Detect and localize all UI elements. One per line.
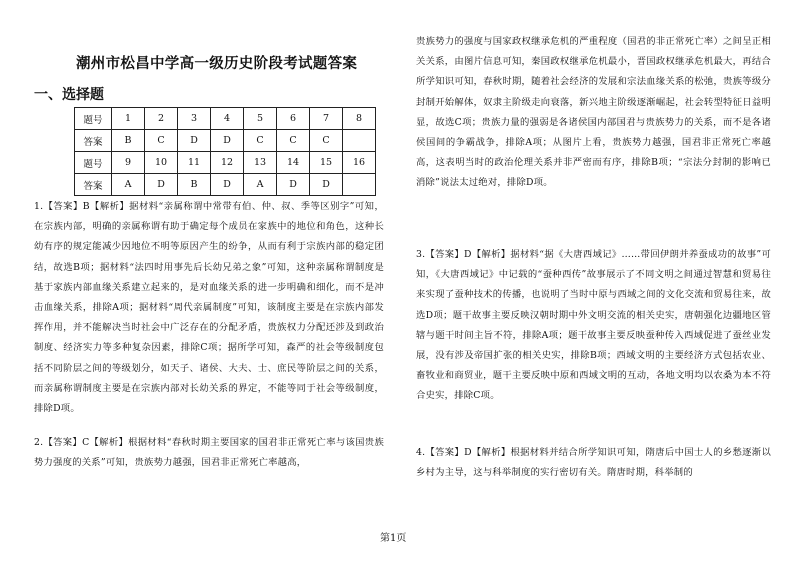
table-cell [343, 130, 376, 152]
table-cell: 9 [112, 152, 145, 174]
section-heading: 一、选择题 [34, 87, 104, 103]
table-cell [343, 174, 376, 196]
table-row [75, 130, 376, 152]
table-cell: 7 [310, 108, 343, 130]
table-cell: B [112, 130, 145, 152]
table-cell: D [277, 174, 310, 196]
table-cell: 3 [178, 108, 211, 130]
table-cell: 4 [211, 108, 244, 130]
table-row [75, 152, 376, 174]
table-row-header: 答案 [75, 174, 112, 196]
table-cell: 15 [310, 152, 343, 174]
table-cell: C [310, 130, 343, 152]
answer-table [74, 107, 376, 196]
answer-explanation-1: 1.【答案】B【解析】据材料“亲属称谓中常带有伯、仲、叔、季等区别字”可知，在宗族内部，明确的亲属称谓有助于确定每个成员在家族中的地位和角色，这种长幼有序的规定能减少因地位不明等原因产生的纷争，从而有利于宗族内部的稳定团结，故选B项；据材料“法四时用事先后长幼兄弟之象”可知，这种亲属称谓制度是基于家族内部血缘关系建立起来的，是对血缘关系的进一步明确和细化，而不是冲击血缘关系，排除A项；据材料“周代亲属制度”可知，该制度主要是在宗族内部发挥作用，并不能解决当时社会中广泛存在的分配矛盾，贵族权力分配还涉及到政治制度、经济实力等多种复杂因素，排除C项；据所学可知，森严的社会等级制度包括不同阶层之间的等级划分，如天子、诸侯、大夫、士、庶民等阶层之间的关系，而亲属称谓制度主要是在宗族内部对长幼关系的界定，不能等同于社会等级制度，排除D项。 [34, 201, 384, 415]
table-cell: 6 [277, 108, 310, 130]
table-cell: 14 [277, 152, 310, 174]
table-cell: D [145, 174, 178, 196]
table-cell: A [112, 174, 145, 196]
answer-explanation-2: 2.【答案】C【解析】根据材料“春秋时期主要国家的国君非正常死亡率与该国贵族势力强度的关系”可知，贵族势力越强，国君非正常死亡率越高， [34, 437, 384, 469]
answer-explanation-2-continued: 贵族势力的强度与国家政权继承危机的严重程度（国君的非正常死亡率）之间呈正相关关系，由图片信息可知，秦国政权继承危机最小，晋国政权继承危机最大，再结合所学知识可知，春秋时期，随着社会经济的发展和宗法血缘关系的松弛，贵族等级分封制开始解体，奴隶主阶级走向衰落，新兴地主阶级逐渐崛起，社会转型特征日益明显，故选C项；贵族力量的强弱是各诸侯国内部国君与贵族势力的关系，而不是各诸侯国间的争霸战争，排除A项；从图片上看，贵族势力越强，国君非正常死亡率越高，这表明当时的政治伦理关系并非严密而有序，排除B项；“宗法分封制的影响已消除”说法太过绝对，排除D项。 [416, 36, 771, 189]
table-cell: C [244, 130, 277, 152]
table-cell: 12 [211, 152, 244, 174]
table-cell: C [145, 130, 178, 152]
table-row-header: 答案 [75, 130, 112, 152]
table-cell: A [244, 174, 277, 196]
table-row [75, 174, 376, 196]
table-cell: C [277, 130, 310, 152]
page-number: 第1页 [380, 533, 407, 544]
table-cell: D [211, 130, 244, 152]
answer-explanation-3: 3.【答案】D【解析】据材料“据《大唐西域记》……带回伊朗并养蚕成功的故事”可知，《大唐西域记》中记载的“蚕种西传”故事展示了不同文明之间通过智慧和贸易往来实现了蚕种技术的传播，也说明了当时中原与西域之间的文化交流和贸易往来，故选D项；题干故事主要反映汉朝时期中外文明交流的相关史实，唐朝强化边疆地区管辖与题干时间主旨不符，排除A项；题干故事主要反映蚕种传入西域促进了蚕丝业发展，没有涉及帝国扩张的相关史实，排除B项；西域文明的主要经济方式包括农业、畜牧业和商贸业，题干主要反映中原和西域文明的互动，各地文明均以农桑为本不符合史实，排除C项。 [416, 249, 771, 402]
table-row-header: 题号 [75, 108, 112, 130]
table-cell: 8 [343, 108, 376, 130]
table-cell: B [178, 174, 211, 196]
table-cell: D [211, 174, 244, 196]
table-cell: 2 [145, 108, 178, 130]
table-cell: 10 [145, 152, 178, 174]
table-cell: 13 [244, 152, 277, 174]
table-row-header: 题号 [75, 152, 112, 174]
table-cell: 5 [244, 108, 277, 130]
table-cell: 11 [178, 152, 211, 174]
table-cell: D [310, 174, 343, 196]
answer-explanation-4: 4.【答案】D【解析】根据材料并结合所学知识可知，隋唐后中国士人的乡愁逐渐以乡村为主导，这与科举制度的实行密切有关。隋唐时期，科举制的 [416, 447, 771, 479]
table-cell: D [178, 130, 211, 152]
page-title: 潮州市松昌中学高一级历史阶段考试题答案 [76, 56, 358, 72]
table-row [75, 108, 376, 130]
table-cell: 1 [112, 108, 145, 130]
table-cell: 16 [343, 152, 376, 174]
